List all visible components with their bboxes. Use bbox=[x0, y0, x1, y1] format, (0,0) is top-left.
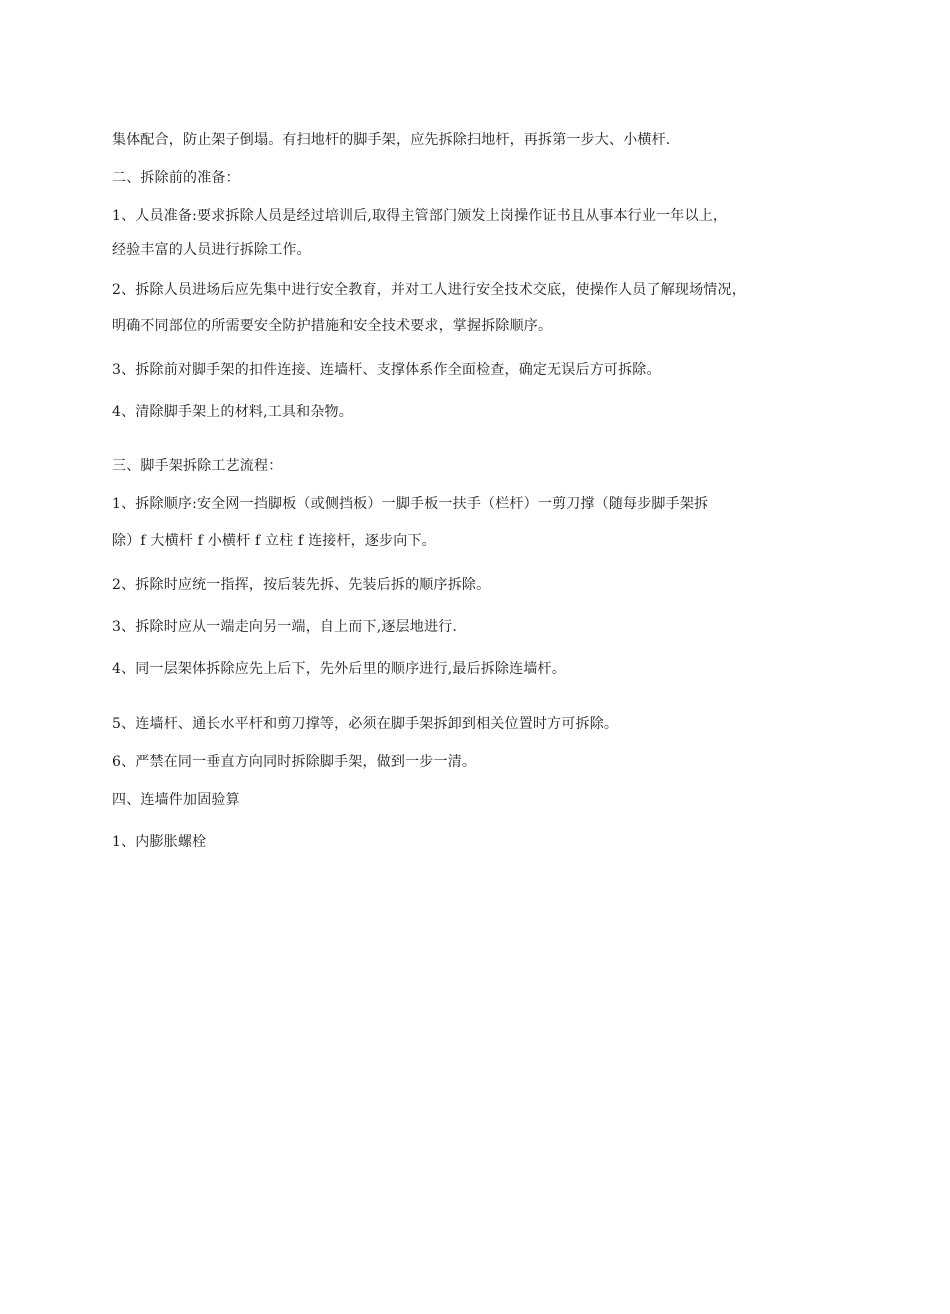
paragraph-line: 3、拆除前对脚手架的扣件连接、连墙杆、支撑体系作全面检查，确定无误后方可拆除。 bbox=[112, 362, 661, 378]
paragraph-line: 6、严禁在同一垂直方向同时拆除脚手架，做到一步一清。 bbox=[112, 754, 477, 770]
section-heading: 二、拆除前的准备： bbox=[112, 170, 240, 186]
paragraph-line: 集体配合，防止架子倒塌。有扫地杆的脚手架，应先拆除扫地杆，再拆第一步大、小横杆. bbox=[112, 132, 671, 148]
paragraph-line: 1、拆除顺序:安全网一挡脚板（或侧挡板）一脚手板一扶手（栏杆）一剪刀撑（随每步脚手架拆 bbox=[112, 496, 709, 512]
paragraph-line: 经验丰富的人员进行拆除工作。 bbox=[112, 242, 311, 258]
paragraph-line: 4、同一层架体拆除应先上后下，先外后里的顺序进行,最后拆除连墙杆。 bbox=[112, 661, 566, 677]
paragraph-line: 1、内膨胀螺栓 bbox=[112, 834, 207, 850]
paragraph-line: 1、人员准备:要求拆除人员是经过培训后,取得主管部门颁发上岗操作证书且从事本行业一年以上， bbox=[112, 208, 728, 224]
section-heading: 四、连墙件加固验算 bbox=[112, 792, 240, 808]
paragraph-line: 明确不同部位的所需要安全防护措施和安全技术要求，掌握拆除顺序。 bbox=[112, 318, 553, 334]
paragraph-line: 除）f 大横杆 f 小横杆 f 立柱 f 连接杆，逐步向下。 bbox=[112, 533, 436, 549]
paragraph-line: 2、拆除人员进场后应先集中进行安全教育，并对工人进行安全技术交底，使操作人员了解现场情况， bbox=[112, 282, 746, 298]
paragraph-line: 4、清除脚手架上的材料,工具和杂物。 bbox=[112, 404, 353, 420]
paragraph-line: 3、拆除时应从一端走向另一端，自上而下,逐层地进行. bbox=[112, 619, 458, 635]
paragraph-line: 2、拆除时应统一指挥，按后装先拆、先装后拆的顺序拆除。 bbox=[112, 577, 491, 593]
section-heading: 三、脚手架拆除工艺流程： bbox=[112, 458, 283, 474]
paragraph-line: 5、连墙杆、通长水平杆和剪刀撑等，必须在脚手架拆卸到相关位置时方可拆除。 bbox=[112, 716, 619, 732]
